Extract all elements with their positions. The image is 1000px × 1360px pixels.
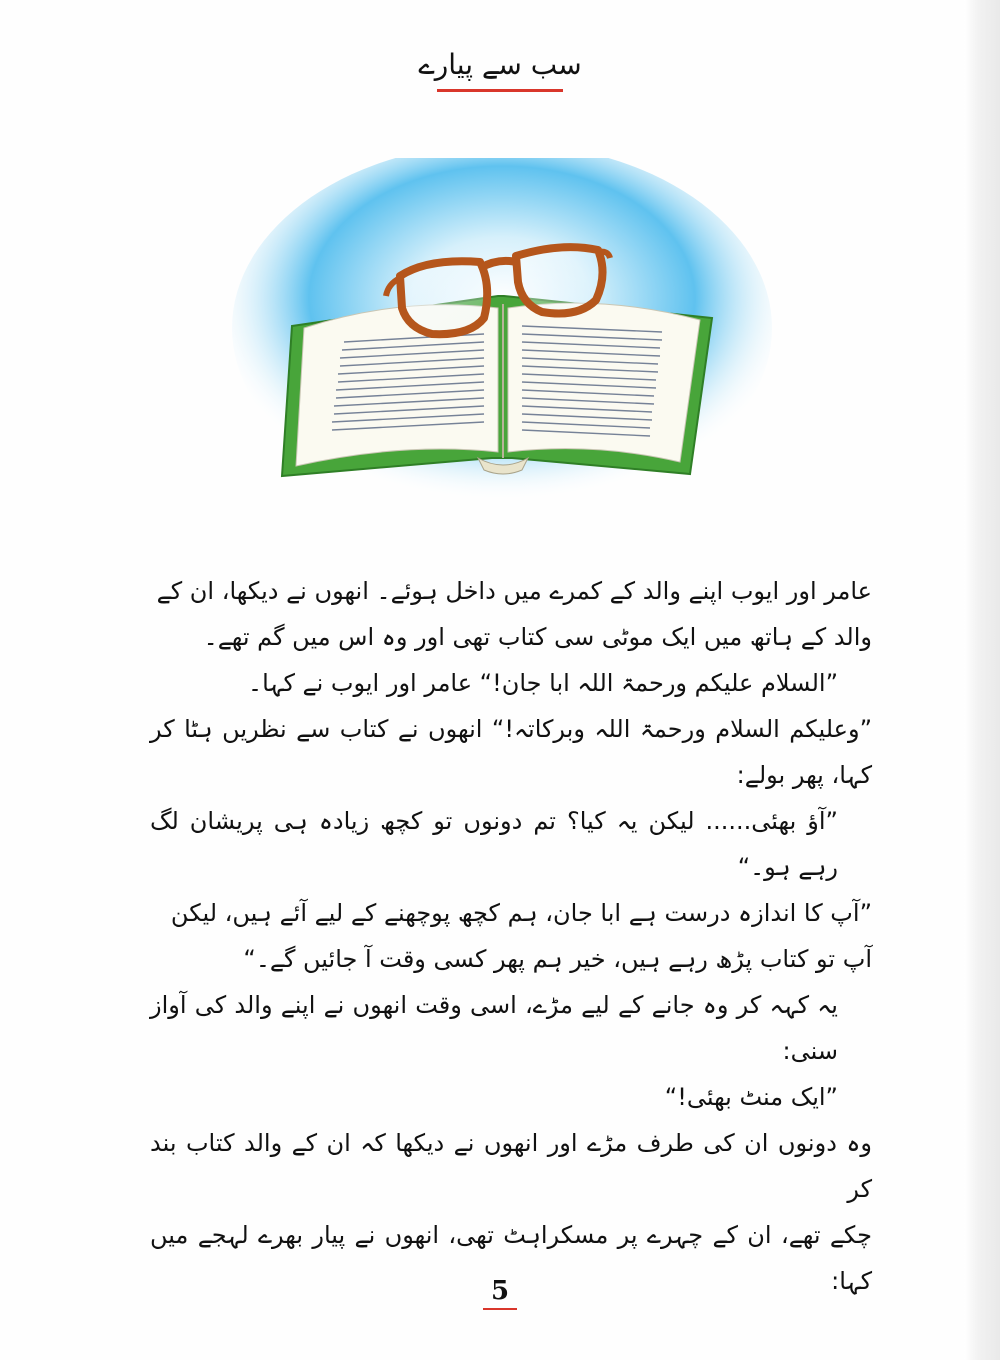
text-line: ”وعلیکم السلام ورحمۃ اللہ وبرکاتہ!“ انھوں نے کتاب سے نظریں ہٹا کر کہا، پھر بولے: — [150, 715, 872, 789]
paragraph — [150, 706, 872, 798]
open-book-illustration — [222, 158, 782, 528]
text-line: عامر اور ایوب اپنے والد کے کمرے میں داخل ہوئے۔ انھوں نے دیکھا، ان کے — [156, 577, 872, 605]
page-footer — [0, 1276, 1000, 1310]
paragraph — [150, 660, 872, 706]
glasses-right-lens — [516, 247, 603, 313]
text-line: یہ کہہ کر وہ جانے کے لیے مڑے، اسی وقت انھوں نے اپنے والد کی آواز سنی: — [150, 991, 838, 1065]
page-header — [0, 48, 1000, 92]
paragraph — [150, 798, 872, 890]
paragraph — [150, 568, 872, 660]
paragraph — [150, 890, 872, 982]
page-number: 5 — [490, 1276, 510, 1306]
text-line: ”السلام علیکم ورحمۃ اللہ ابا جان!“ عامر اور ایوب نے کہا۔ — [248, 669, 838, 697]
text-line: ”آؤ بھئی...... لیکن یہ کیا؟ تم دونوں تو کچھ زیادہ ہی پریشان لگ رہے ہو۔“ — [150, 807, 838, 881]
text-line: ”ایک منٹ بھئی!“ — [664, 1083, 838, 1111]
text-line: والد کے ہاتھ میں ایک موٹی سی کتاب تھی اور وہ اس میں گم تھے۔ — [203, 623, 872, 651]
text-line: چکے تھے، ان کے چہرے پر مسکراہٹ تھی، انھوں نے پیار بھرے لہجے میں کہا: — [150, 1221, 872, 1295]
text-line: ”آپ کا اندازہ درست ہے ابا جان، ہم کچھ پوچھنے کے لیے آئے ہیں، لیکن — [170, 899, 872, 927]
page-edge-shadow — [964, 0, 1000, 1360]
page-title: سب سے پیارے — [418, 48, 582, 81]
glasses-left-lens — [400, 261, 487, 334]
page-number-underline — [483, 1308, 517, 1310]
text-line: آپ تو کتاب پڑھ رہے ہیں، خیر ہم پھر کسی وقت آ جائیں گے۔“ — [243, 945, 872, 973]
paragraph — [150, 982, 872, 1120]
story-text — [150, 568, 872, 1304]
title-underline — [437, 89, 563, 92]
text-line: وہ دونوں ان کی طرف مڑے اور انھوں نے دیکھا کہ ان کے والد کتاب بند کر — [150, 1129, 872, 1203]
